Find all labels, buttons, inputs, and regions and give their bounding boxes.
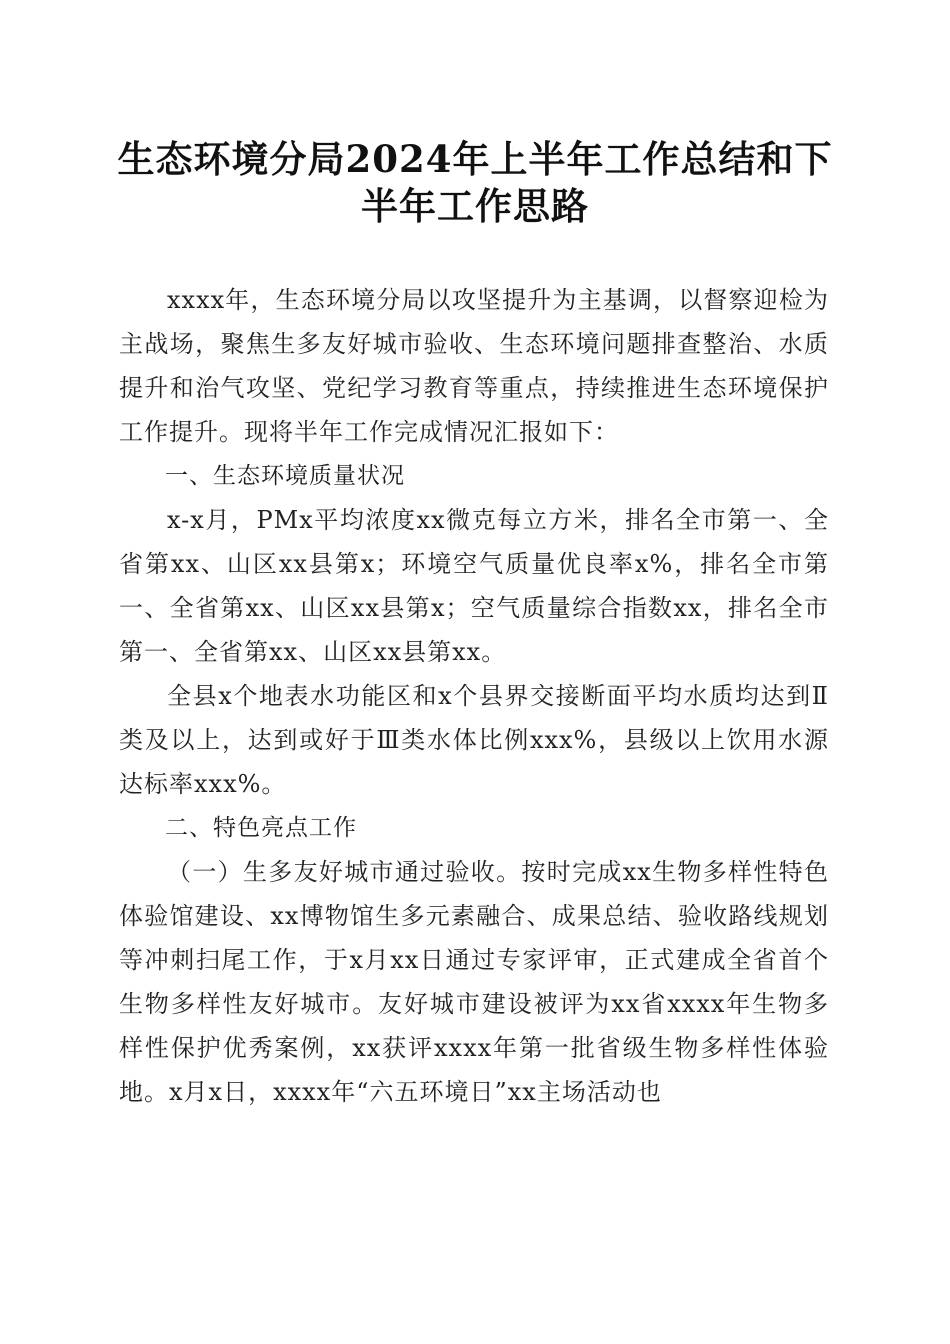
air-quality-paragraph: x-x月，PMx平均浓度xx微克每立方米，排名全市第一、全省第xx、山区xx县第x；环境空气质量优良率x%，排名全市第一、全省第xx、山区xx县第x；空气质量综合指数xx，排名全市第一、全省第xx、山区xx县第xx。 — [119, 506, 829, 666]
biodiversity-city-paragraph: （一）生多友好城市通过验收。按时完成xx生物多样性特色体验馆建设、xx博物馆生多元素融合、成果总结、验收路线规划等冲刺扫尾工作，于x月xx日通过专家评审，正式建成全省首个生物多样性友好城市。友好城市建设被评为xx省xxxx年生物多样性保护优秀案例，xx获评xxxx年第一批省级生物多样性体验地。x月x日，xxxx年“六五环境日”xx主场活动也 — [119, 858, 829, 1106]
document-title: 生态环境分局2024年上半年工作总结和下半年工作思路 — [117, 137, 833, 228]
document-body — [119, 278, 829, 1114]
section-heading-highlights: 二、特色亮点工作 — [165, 815, 357, 841]
section-heading-environment-quality: 一、生态环境质量状况 — [165, 463, 405, 489]
water-quality-paragraph: 全县x个地表水功能区和x个县界交接断面平均水质均达到Ⅱ类及以上，达到或好于Ⅲ类水体比例xxx%，县级以上饮用水源达标率xxx%。 — [119, 682, 829, 798]
intro-paragraph: xxxx年，生态环境分局以攻坚提升为主基调，以督察迎检为主战场，聚焦生多友好城市验收、生态环境问题排查整治、水质提升和治气攻坚、党纪学习教育等重点，持续推进生态环境保护工作提升。现将半年工作完成情况汇报如下： — [119, 286, 829, 446]
